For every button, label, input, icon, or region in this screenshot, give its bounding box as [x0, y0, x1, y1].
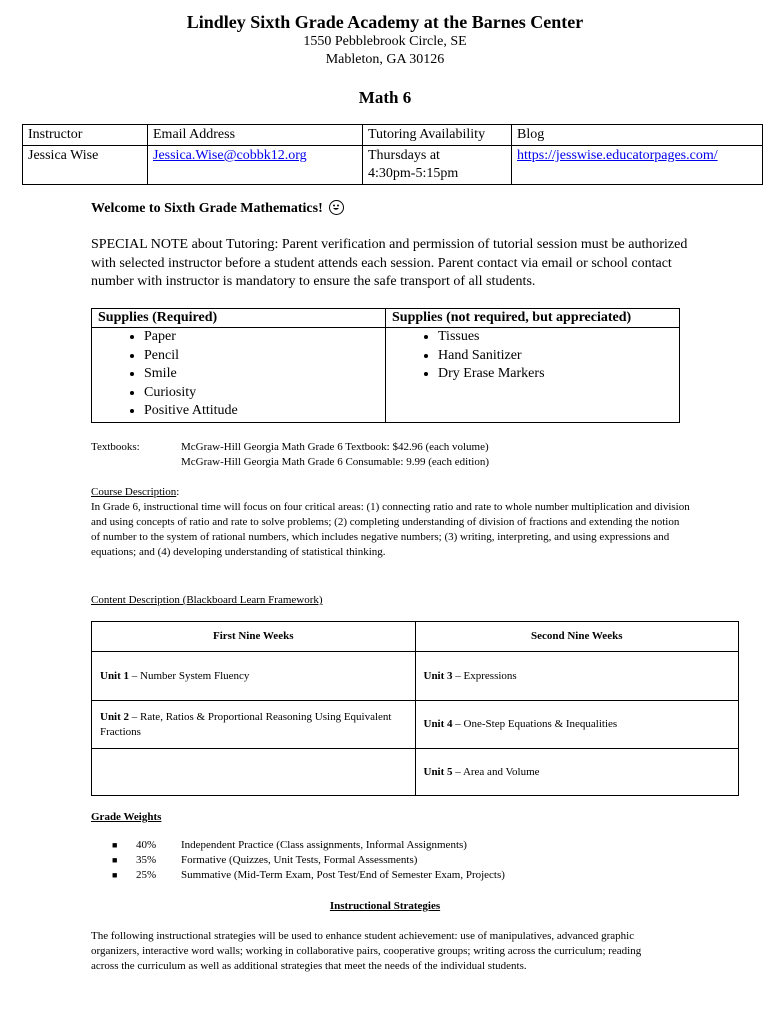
school-name: Lindley Sixth Grade Academy at the Barnes Center	[186, 12, 584, 32]
special-note: SPECIAL NOTE about Tutoring: Parent verification and permission of tutorial session must be authorized with selected instructor before a student attends each session. Parent contact via email or school contact number with instructor is mandatory to ensure the safe transport of all students.	[91, 237, 688, 289]
address-line-2: Mableton, GA 30126	[325, 52, 445, 67]
square-bullet-icon: ■	[112, 870, 118, 880]
blog-link[interactable]: https://jesswise.educatorpages.com/	[517, 148, 718, 163]
second-nine-weeks-header: Second Nine Weeks	[415, 622, 739, 652]
list-item: • Hand Sanitizer	[438, 347, 673, 366]
list-item: • Dry Erase Markers	[438, 365, 673, 384]
instructional-strategies-text: The following instructional strategies will be used to enhance student achievement: use of manipulatives, advanced graphic organizers, interactive word walls; working in collaborative pairs, cooperative groups; writing across the curriculum; reading across the curriculum as well as additional strategies that meet the needs of the individual students.	[91, 930, 642, 972]
unit-2-cell: Unit 2 – Rate, Ratios & Proportional Reasoning Using Equivalent Fractions	[92, 701, 416, 749]
optional-supplies-list	[392, 328, 673, 384]
instructional-strategies-title: Instructional Strategies	[329, 900, 441, 912]
list-item: • Positive Attitude	[144, 402, 379, 421]
required-supplies-list	[98, 328, 379, 421]
list-item: • Pencil	[144, 347, 379, 366]
unit-3-cell: Unit 3 – Expressions	[415, 652, 739, 701]
list-item: • Curiosity	[144, 384, 379, 403]
content-description-title: Content Description (Blackboard Learn Framework)	[91, 594, 323, 606]
header-instructor: Instructor	[23, 125, 148, 146]
header-email: Email Address	[148, 125, 363, 146]
smiley-icon	[329, 200, 344, 215]
square-bullet-icon: ■	[112, 840, 118, 850]
textbook-item: McGraw-Hill Georgia Math Grade 6 Consumable: 9.99 (each edition)	[181, 456, 490, 468]
unit-5-cell: Unit 5 – Area and Volume	[415, 749, 739, 796]
textbooks-label: Textbooks:	[91, 441, 140, 453]
supplies-optional-title: Supplies (not required, but appreciated)	[386, 309, 680, 328]
header-blog: Blog	[512, 125, 763, 146]
first-nine-weeks-header: First Nine Weeks	[92, 622, 416, 652]
textbook-item: McGraw-Hill Georgia Math Grade 6 Textbook: $42.96 (each volume)	[181, 441, 489, 453]
list-item: • Tissues	[438, 328, 673, 347]
list-item: • Smile	[144, 365, 379, 384]
instructor-name: Jessica Wise	[23, 146, 148, 185]
list-item: ■ 35% Formative (Quizzes, Unit Tests, Formal Assessments)	[112, 854, 418, 866]
course-description-title: Course Description	[91, 486, 177, 498]
header-tutoring: Tutoring Availability	[363, 125, 512, 146]
welcome-heading: Welcome to Sixth Grade Mathematics!	[91, 200, 344, 217]
unit-4-cell: Unit 4 – One-Step Equations & Inequalities	[415, 701, 739, 749]
units-table	[91, 621, 739, 796]
grade-weights-list	[112, 838, 505, 883]
square-bullet-icon: ■	[112, 855, 118, 865]
textbooks-list	[181, 440, 489, 470]
course-description: Course Description: In Grade 6, instructional time will focus on four critical areas: (1) connecting ratio and rate to whole number multiplication and division and using concepts of ratio and rate to solve problems; (2) completing understanding of division of fractions and extending the notion of number to the system of rational numbers, which includes negative numbers; (3) writing, interpreting, and using expressions and equations; and (4) developing understanding of statistical thinking.	[91, 486, 690, 558]
course-title: Math 6	[358, 88, 412, 107]
list-item: ■ 25% Summative (Mid-Term Exam, Post Test/End of Semester Exam, Projects)	[112, 869, 505, 881]
tutoring-availability: Thursdays at 4:30pm-5:15pm	[363, 146, 512, 185]
address-line-1: 1550 Pebblebrook Circle, SE	[303, 34, 467, 49]
empty-cell	[92, 749, 416, 796]
supplies-required-title: Supplies (Required)	[92, 309, 386, 328]
email-link[interactable]: Jessica.Wise@cobbk12.org	[153, 148, 307, 163]
grade-weights-title: Grade Weights	[91, 811, 162, 823]
course-description-text: In Grade 6, instructional time will focus on four critical areas: (1) connecting ratio and rate to whole number multiplication and division and using concepts of ratio and rate to solve problems; (2) completing understanding of division of fractions and extending the notion of number to the system of rational numbers, which includes negative numbers; (3) writing, interpreting, and using expressions and equations; and (4) developing understanding of statistical thinking.	[91, 501, 690, 558]
list-item: • Paper	[144, 328, 379, 347]
supplies-table	[91, 308, 680, 423]
unit-1-cell: Unit 1 – Number System Fluency	[92, 652, 416, 701]
instructor-info-table	[22, 124, 763, 185]
list-item: ■ 40% Independent Practice (Class assignments, Informal Assignments)	[112, 839, 467, 851]
